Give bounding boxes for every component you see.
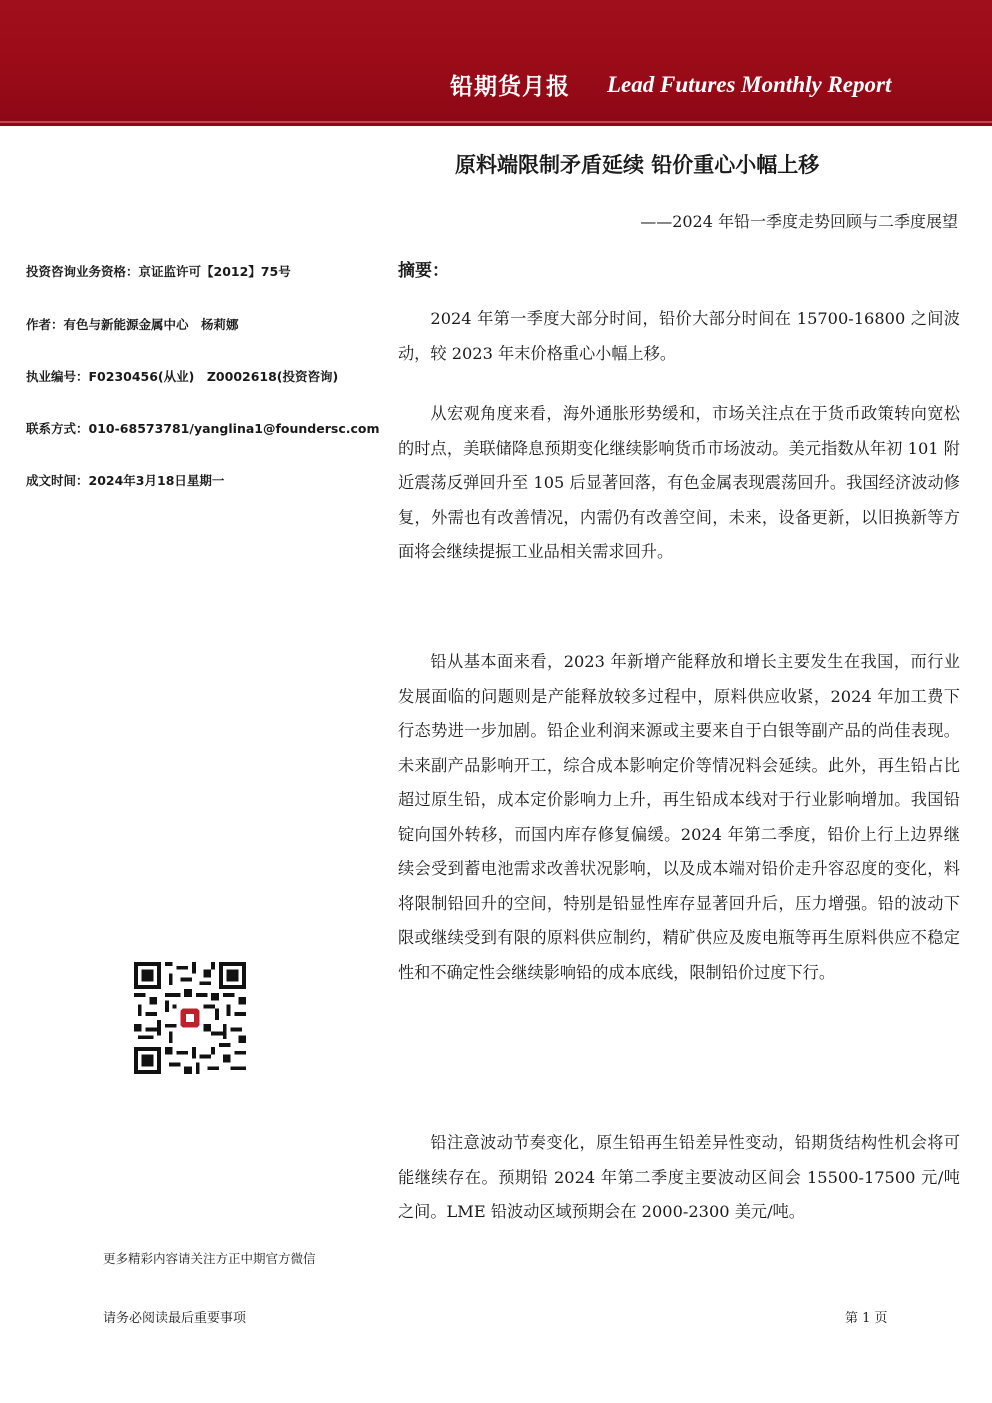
page-number: 第 1 页 — [845, 1311, 888, 1326]
qualification-row — [26, 262, 291, 280]
qualification-value: 京证监许可【2012】75号 — [138, 264, 291, 279]
report-series-title: 铅期货月报 — [450, 74, 570, 100]
date-value: 2024年3月18日星期一 — [88, 473, 225, 488]
abstract-paragraph: 从宏观角度来看，海外通胀形势缓和，市场关注点在于货币政策转向宽松的时点，美联储降息预期变化继续影响货币市场波动。美元指数从年初 101 附近震荡反弹回升至 105 后显著回落，有色金属表现震荡回升。我国经济波动修复，外需也有改善情况，内需仍有改善空间，未来，设备更新，以旧换新等方面将会继续提振工业品相关需求回升。 — [398, 404, 960, 561]
report-subtitle: ——2024 年铅一季度走势回顾与二季度展望 — [640, 212, 958, 231]
author-value: 有色与新能源金属中心 杨莉娜 — [63, 317, 239, 332]
header-band — [0, 0, 992, 126]
license-row — [26, 367, 338, 385]
date-label: 成文时间： — [26, 473, 89, 488]
footer-notice: 请务必阅读最后重要事项 — [103, 1311, 247, 1326]
wechat-qr-code — [134, 962, 246, 1074]
date-row — [26, 471, 224, 489]
qr-caption: 更多精彩内容请关注方正中期官方微信 — [103, 1251, 316, 1266]
contact-label: 联系方式： — [26, 421, 89, 436]
abstract-label: 摘要： — [398, 261, 449, 281]
license-value: F0230456(从业) Z0002618(投资咨询) — [88, 369, 339, 384]
abstract-paragraph: 2024 年第一季度大部分时间，铅价大部分时间在 15700-16800 之间波动，较 2023 年末价格重心小幅上移。 — [398, 309, 960, 363]
report-title: 原料端限制矛盾延续 铅价重心小幅上移 — [455, 153, 820, 177]
abstract-paragraph: 铅从基本面来看，2023 年新增产能释放和增长主要发生在我国，而行业发展面临的问题则是产能释放较多过程中，原料供应收紧，2024 年加工费下行态势进一步加剧。铅企业利润来源或主要来自于白银等副产品的尚佳表现。未来副产品影响开工，综合成本影响定价等情况料会延续。此外，再生铅占比超过原生铅，成本定价影响力上升，再生铅成本线对于行业影响增加。我国铅锭向国外转移，而国内库存修复偏缓。2024 年第二季度，铅价上行上边界继续会受到蓄电池需求改善状况影响，以及成本端对铅价走升容忍度的变化，料将限制铅回升的空间，特别是铅显性库存显著回升后，压力增强。铅的波动下限或继续受到有限的原料供应制约，精矿供应及废电瓶等再生原料供应不稳定性和不确定性会继续影响铅的成本底线，限制铅价过度下行。 — [398, 652, 960, 982]
header-divider — [0, 121, 992, 123]
qualification-label: 投资咨询业务资格： — [26, 264, 139, 279]
author-row — [26, 315, 239, 333]
license-label: 执业编号： — [26, 369, 89, 384]
contact-value[interactable]: 010-68573781/yanglina1@foundersc.com — [88, 421, 380, 436]
author-label: 作者： — [26, 317, 64, 332]
abstract-paragraph: 铅注意波动节奏变化，原生铅再生铅差异性变动，铅期货结构性机会将可能继续存在。预期铅 2024 年第二季度主要波动区间会 15500-17500 元/吨之间。LME 铅波动区域预期会在 2000-2300 美元/吨。 — [398, 1133, 960, 1221]
contact-row — [26, 419, 380, 437]
report-series-title-en: Lead Futures Monthly Report — [607, 72, 892, 97]
